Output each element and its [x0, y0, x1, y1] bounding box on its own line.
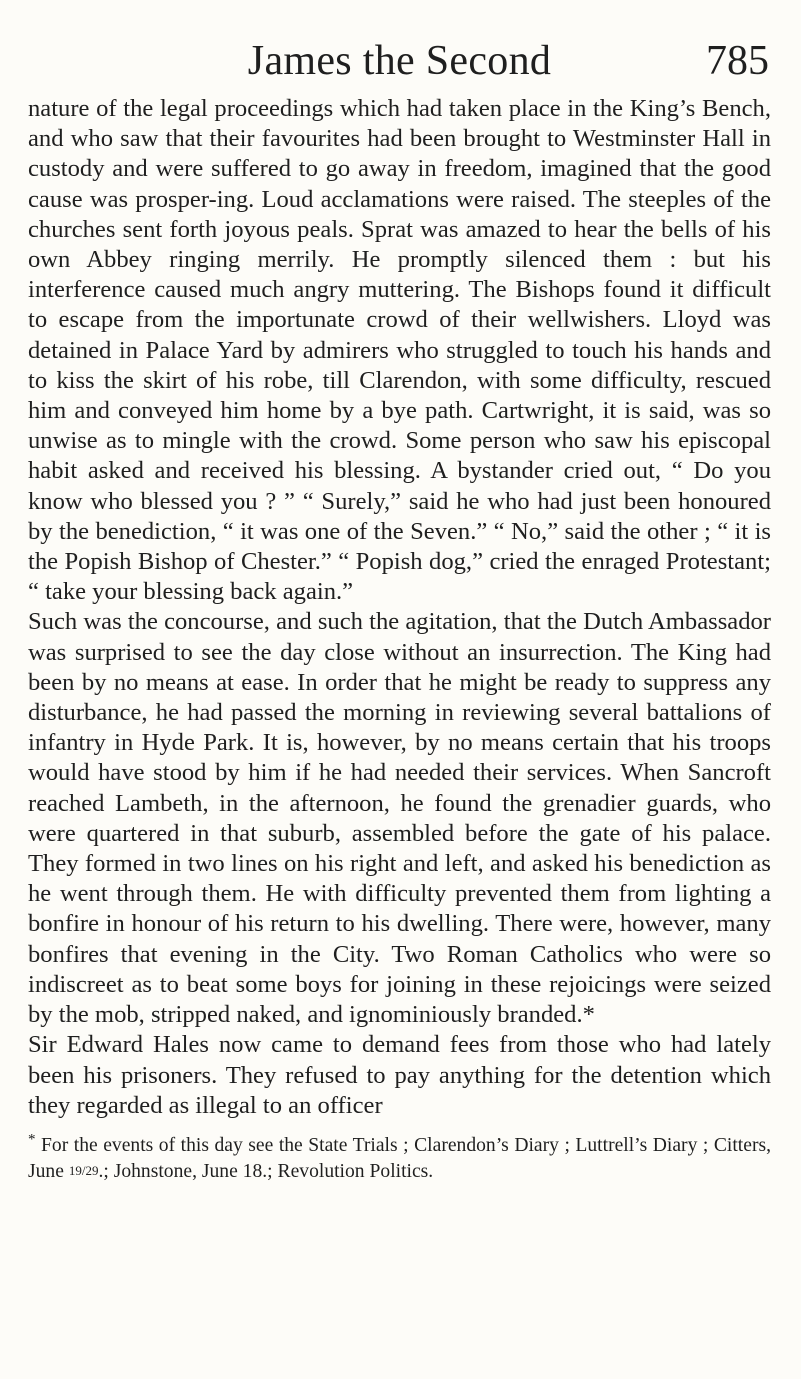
- footnote-fraction: 19/29: [68, 1162, 99, 1178]
- running-title: James the Second: [247, 38, 552, 84]
- footnote-marker: *: [28, 1131, 36, 1148]
- footnote-text-after: .; Johnstone, June 18.; Revolution Politics.: [98, 1160, 434, 1182]
- footnote: [28, 1133, 771, 1184]
- paragraph: nature of the legal proceedings which had taken place in the King’s Bench, and who saw that their favourites had been brought to Westminster Hall in custody and were suffered to go away in freedom, imagined that the good cause was prosper-ing. Loud acclamations were raised. The steeples of the churches sent forth joyous peals. Sprat was amazed to hear the bells of his own Abbey ringing merrily. He promptly silenced them : but his interference caused much angry muttering. The Bishops found it difficult to escape from the importunate crowd of their wellwishers. Lloyd was detained in Palace Yard by admirers who struggled to touch his hands and to kiss the skirt of his robe, till Clarendon, with some difficulty, rescued him and conveyed him home by a bye path. Cartwright, it is said, was so unwise as to mingle with the crowd. Some person who saw his episcopal habit asked and received his blessing. A bystander cried out, “ Do you know who blessed you ? ” “ Surely,” said he who had just been honoured by the benediction, “ it was one of the Seven.” “ No,” said the other ; “ it is the Popish Bishop of Chester.” “ Popish dog,” cried the enraged Protestant; “ take your blessing back again.”: [28, 95, 771, 606]
- footnote-text-before: For the events of this day see the State Trials ; Clarendon’s Diary ; Luttrell’s Diary ; Citters, June: [28, 1134, 772, 1182]
- body-text: [28, 94, 771, 1121]
- paragraph: Sir Edward Hales now came to demand fees from those who had lately been his prisoners. They refused to pay anything for the detention which they regarded as illegal to an officer: [28, 1031, 771, 1119]
- footnote-text: [28, 1133, 771, 1184]
- page-number: 785: [706, 38, 769, 84]
- paragraph: Such was the concourse, and such the agitation, that the Dutch Ambassador was surprised to see the day close without an insurrection. The King had been by no means at ease. In order that he might be ready to suppress any disturbance, he had passed the morning in reviewing several battalions of infantry in Hyde Park. It is, however, by no means certain that his troops would have stood by him if he had needed their services. When Sancroft reached Lambeth, in the afternoon, he found the grenadier guards, who were quartered in that suburb, assembled before the gate of his palace. They formed in two lines on his right and left, and asked his benediction as he went through them. He with difficulty prevented them from lighting a bonfire in honour of his return to his dwelling. There were, however, many bonfires that evening in the City. Two Roman Catholics who were so indiscreet as to beat some boys for joining in these rejoicings were seized by the mob, stripped naked, and ignominiously branded.*: [28, 608, 771, 1029]
- page-header: [28, 30, 771, 94]
